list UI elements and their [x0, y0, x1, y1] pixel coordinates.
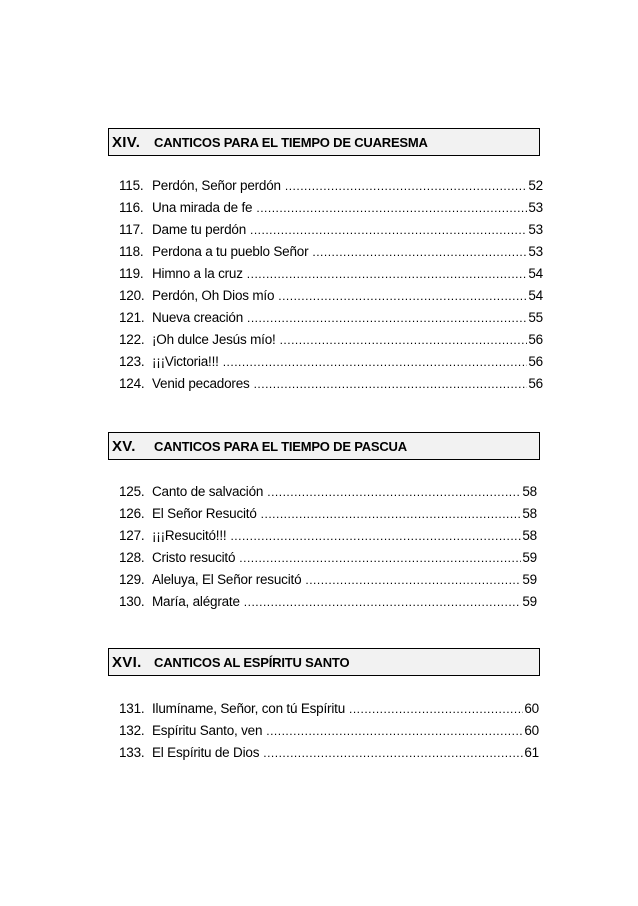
entry-number: 117.: [119, 221, 144, 237]
entry-page: 55: [528, 309, 543, 325]
section-number: XIV.: [112, 133, 141, 151]
entry-title: Una mirada de fe: [152, 199, 253, 215]
list-item[interactable]: [119, 482, 537, 504]
list-item[interactable]: [119, 374, 543, 396]
entry-title: Perdón, Oh Dios mío: [152, 287, 275, 303]
entry-page: 61: [524, 744, 539, 760]
entry-title: Cristo resucitó: [152, 549, 236, 565]
section-number: XV.: [112, 437, 136, 455]
entry-title: Perdona a tu pueblo Señor: [152, 243, 309, 259]
entry-page: 59: [522, 571, 537, 587]
section-pascua: [108, 432, 540, 614]
section-cuaresma: [108, 128, 543, 396]
entry-number: 120.: [119, 287, 145, 303]
dot-leader: [280, 330, 528, 344]
dot-leader: [223, 352, 528, 366]
section-title: CANTICOS AL ESPÍRITU SANTO: [154, 654, 350, 670]
list-item[interactable]: [119, 308, 543, 330]
dot-leader: [239, 548, 521, 562]
entry-title: ¡Oh dulce Jesús mío!: [152, 331, 276, 347]
entry-title: Ilumíname, Señor, con tú Espíritu: [152, 700, 345, 716]
entry-number: 116.: [119, 199, 144, 215]
dot-leader: [256, 198, 527, 212]
list-item[interactable]: [119, 220, 543, 242]
entry-number: 126.: [119, 505, 145, 521]
dot-leader: [250, 220, 527, 234]
entry-page: 54: [528, 287, 543, 303]
entry-page: 58: [522, 527, 537, 543]
dot-leader: [266, 721, 523, 735]
entry-page: 60: [524, 722, 539, 738]
entry-title: Canto de salvación: [152, 483, 264, 499]
entry-title: Venid pecadores: [152, 375, 250, 391]
list-item[interactable]: [119, 176, 543, 198]
entry-page: 56: [528, 331, 543, 347]
list-item[interactable]: [119, 699, 539, 721]
entry-title: María, alégrate: [152, 593, 240, 609]
dot-leader: [230, 526, 521, 540]
dot-leader: [244, 592, 522, 606]
entry-title: El Espíritu de Dios: [152, 744, 260, 760]
entry-page: 60: [524, 700, 539, 716]
entry-title: Dame tu perdón: [152, 221, 247, 237]
entry-number: 122.: [119, 331, 145, 347]
entry-list: [119, 699, 539, 765]
entry-page: 53: [528, 199, 543, 215]
dot-leader: [285, 176, 528, 190]
entry-title: Espíritu Santo, ven: [152, 722, 263, 738]
dot-leader: [267, 482, 521, 496]
section-header: [108, 432, 540, 460]
entry-page: 59: [522, 593, 537, 609]
entry-number: 115.: [119, 177, 144, 193]
list-item[interactable]: [119, 570, 537, 592]
entry-title: El Señor Resucitó: [152, 505, 257, 521]
entry-number: 130.: [119, 593, 145, 609]
section-espiritu-santo: [108, 648, 540, 765]
dot-leader: [261, 504, 522, 518]
entry-number: 125.: [119, 483, 145, 499]
section-title: CANTICOS PARA EL TIEMPO DE PASCUA: [154, 438, 407, 454]
entry-title: ¡¡¡Resucitó!!!: [152, 527, 227, 543]
entry-number: 129.: [119, 571, 145, 587]
dot-leader: [305, 570, 521, 584]
entry-number: 119.: [119, 265, 144, 281]
list-item[interactable]: [119, 198, 543, 220]
list-item[interactable]: [119, 286, 543, 308]
list-item[interactable]: [119, 242, 543, 264]
entry-title: Perdón, Señor perdón: [152, 177, 281, 193]
entry-title: Aleluya, El Señor resucitó: [152, 571, 302, 587]
entry-number: 121.: [119, 309, 145, 325]
dot-leader: [247, 264, 528, 278]
entry-number: 123.: [119, 353, 145, 369]
list-item[interactable]: [119, 504, 537, 526]
entry-number: 131.: [119, 700, 145, 716]
entry-page: 54: [528, 265, 543, 281]
entry-page: 53: [528, 243, 543, 259]
section-header: [108, 128, 540, 156]
entry-number: 128.: [119, 549, 145, 565]
entry-page: 52: [528, 177, 543, 193]
list-item[interactable]: [119, 548, 537, 570]
entry-title: Nueva creación: [152, 309, 244, 325]
entry-list: [119, 176, 543, 396]
list-item[interactable]: [119, 592, 537, 614]
list-item[interactable]: [119, 743, 539, 765]
entry-page: 59: [522, 549, 537, 565]
entry-page: 56: [528, 375, 543, 391]
section-title: CANTICOS PARA EL TIEMPO DE CUARESMA: [154, 134, 428, 150]
entry-title: ¡¡¡Victoria!!!: [152, 353, 219, 369]
section-header: [108, 648, 540, 676]
list-item[interactable]: [119, 526, 537, 548]
dot-leader: [254, 374, 528, 388]
entry-number: 127.: [119, 527, 145, 543]
entry-number: 133.: [119, 744, 145, 760]
dot-leader: [263, 743, 523, 757]
entry-title: Himno a la cruz: [152, 265, 243, 281]
entry-page: 58: [522, 483, 537, 499]
entry-number: 118.: [119, 243, 144, 259]
entry-page: 53: [528, 221, 543, 237]
list-item[interactable]: [119, 352, 543, 374]
dot-leader: [278, 286, 527, 300]
entry-number: 124.: [119, 375, 145, 391]
entry-page: 58: [522, 505, 537, 521]
list-item[interactable]: [119, 721, 539, 743]
dot-leader: [247, 308, 527, 322]
section-number: XVI.: [112, 653, 142, 671]
list-item[interactable]: [119, 330, 543, 352]
dot-leader: [349, 699, 523, 713]
dot-leader: [312, 242, 527, 256]
list-item[interactable]: [119, 264, 543, 286]
entry-number: 132.: [119, 722, 145, 738]
entry-page: 56: [528, 353, 543, 369]
entry-list: [119, 482, 537, 614]
